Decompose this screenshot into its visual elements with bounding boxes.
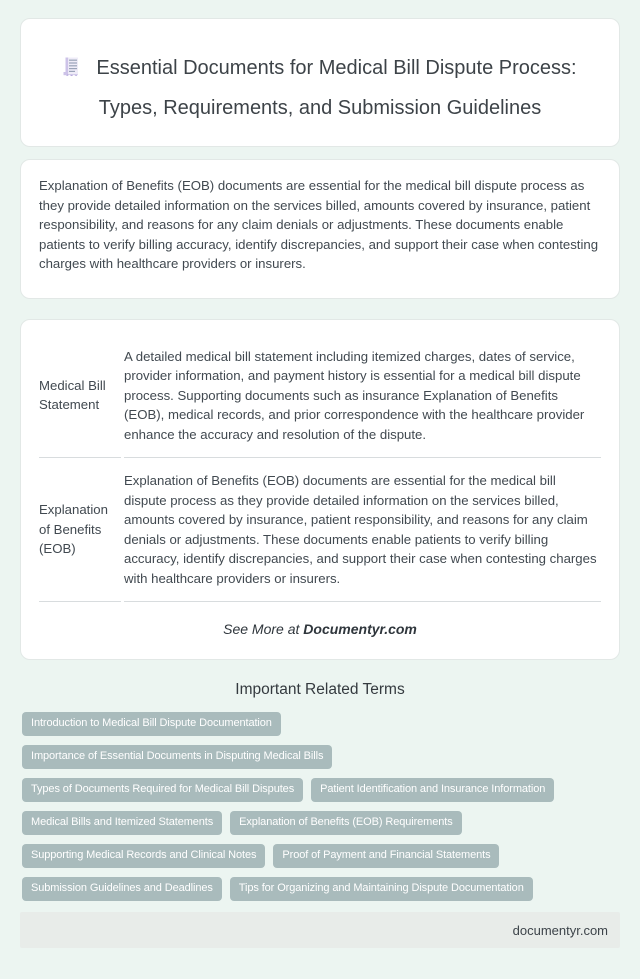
- term-cell: Explanation of Benefits (EOB): [39, 458, 121, 602]
- term-chip[interactable]: Types of Documents Required for Medical Bill Disputes: [22, 778, 303, 802]
- footer-site-label: documentyr.com: [512, 922, 608, 938]
- term-row: [22, 844, 618, 868]
- page-title-wrap: [63, 45, 576, 121]
- see-more-prefix: See More at: [223, 621, 304, 637]
- term-chip[interactable]: Supporting Medical Records and Clinical Notes: [22, 844, 265, 868]
- see-more-line: [36, 621, 604, 637]
- description-cell: A detailed medical bill statement including itemized charges, dates of service, provider information, and payment history is essential for a medical bill dispute process. Supporting documents such as insurance Explanation of Benefits (EOB), medical records, and prior correspondence with the healthcare provider enhance the accuracy and resolution of the dispute.: [124, 334, 601, 459]
- term-row: [22, 811, 618, 835]
- term-row: [22, 745, 618, 769]
- related-terms-list: [20, 712, 620, 901]
- definition-table: [36, 334, 604, 603]
- description-cell: Explanation of Benefits (EOB) documents are essential for the medical bill dispute process as they provide detailed information on the services billed, amounts covered by insurance, patient responsibility, and reasons for any claim denials or adjustments. These documents enable patients to verify billing accuracy, identify discrepancies, and support their case when contesting charges with healthcare providers or insurers.: [124, 458, 601, 602]
- term-chip[interactable]: Tips for Organizing and Maintaining Dispute Documentation: [230, 877, 533, 901]
- term-chip[interactable]: Medical Bills and Itemized Statements: [22, 811, 222, 835]
- related-terms-heading: Important Related Terms: [235, 681, 405, 698]
- term-chip[interactable]: Submission Guidelines and Deadlines: [22, 877, 222, 901]
- table-row: [39, 334, 601, 459]
- term-chip[interactable]: Introduction to Medical Bill Dispute Documentation: [22, 712, 281, 736]
- table-row: [39, 458, 601, 602]
- term-row: [22, 877, 618, 901]
- summary-text: Explanation of Benefits (EOB) documents are essential for the medical bill dispute process as they provide detailed information on the services billed, amounts covered by insurance, patient responsibility, and reasons for any claim denials or adjustments. These documents enable patients to verify billing accuracy, identify discrepancies, and support their case when contesting charges with healthcare providers or insurers.: [39, 178, 599, 271]
- term-chip[interactable]: Explanation of Benefits (EOB) Requirements: [230, 811, 461, 835]
- title-card: [20, 18, 620, 147]
- term-row: [22, 778, 618, 802]
- footer-bar: [20, 912, 620, 948]
- term-row: [22, 712, 618, 736]
- term-chip[interactable]: Proof of Payment and Financial Statements: [273, 844, 499, 868]
- page-title: Essential Documents for Medical Bill Dispute Process: Types, Requirements, and Submission Guidelines: [96, 57, 577, 119]
- term-chip[interactable]: Patient Identification and Insurance Information: [311, 778, 554, 802]
- definition-table-card: [20, 319, 620, 661]
- receipt-icon: [63, 48, 80, 85]
- brand-link[interactable]: Documentyr.com: [303, 621, 417, 637]
- term-chip[interactable]: Importance of Essential Documents in Disputing Medical Bills: [22, 745, 332, 769]
- summary-card: [20, 159, 620, 299]
- term-cell: Medical Bill Statement: [39, 334, 121, 459]
